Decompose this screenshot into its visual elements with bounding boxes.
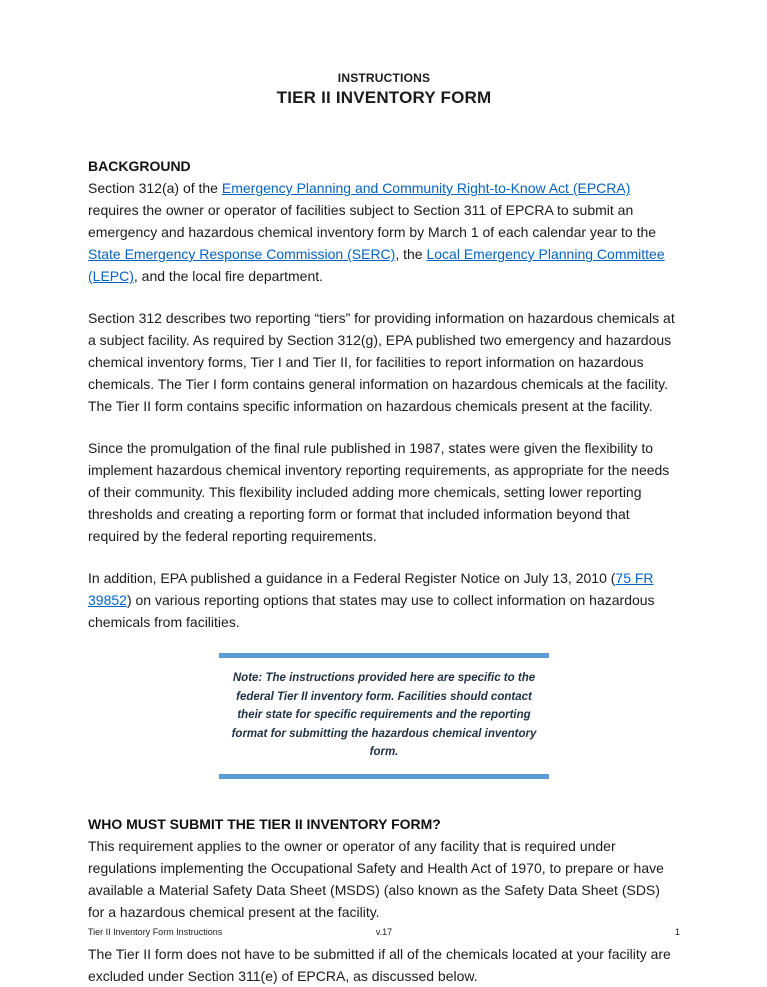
- text-run: requires the owner or operator of facilities subject to Section 311 of EPCRA to submit an emergency and hazardous chemical inventory form by March 1 of each calendar year to the: [88, 202, 657, 240]
- link-lepc[interactable]: Local Emergency Planning Committee (LEPC): [88, 246, 665, 284]
- who-must-submit-heading: WHO MUST SUBMIT THE TIER II INVENTORY FORM?: [88, 815, 441, 832]
- link-federal-register-75-fr-39852[interactable]: 75 FR 39852: [88, 570, 654, 608]
- who-paragraph-2: The Tier II form does not have to be submitted if all of the chemicals located at your facility are excluded under Section 311(e) of EPCRA, as discussed below.: [88, 945, 671, 984]
- background-paragraph-1: [88, 177, 680, 287]
- background-paragraph-3: Since the promulgation of the final rule published in 1987, states were given the flexibility to implement hazardous chemical inventory reporting requirements, as appropriate for the needs of their community. This flexibility included adding more chemicals, setting lower reporting thresholds and creating a reporting form or format that included information beyond that required by the federal reporting requirements.: [88, 440, 670, 544]
- background-paragraph-4: [88, 567, 680, 633]
- document-title-block: [88, 70, 680, 110]
- page-footer: [88, 927, 680, 938]
- note-box: [219, 653, 549, 779]
- note-text: Note: The instructions provided here are specific to the federal Tier II inventory form. Facilities should contact their state for specific requirements and the reporting format for submitting the hazardous chemical inventory form.: [231, 672, 537, 758]
- footer-version: v.17: [375, 927, 393, 937]
- footer-document-name: Tier II Inventory Form Instructions: [88, 927, 223, 937]
- background-paragraph-2: Section 312 describes two reporting “tiers” for providing information on hazardous chemicals at a subject facility. As required by Section 312(g), EPA published two emergency and hazardous chemical inventory forms, Tier I and Tier II, for facilities to report information on hazardous chemicals. The Tier I form contains general information on hazardous chemicals at the facility. The Tier II form contains specific information on hazardous chemicals present at the facility.: [88, 310, 675, 414]
- background-heading: BACKGROUND: [88, 158, 191, 174]
- text-run: In addition, EPA published a guidance in a Federal Register Notice on July 13, 2010 (: [88, 570, 616, 586]
- text-run: Section 312(a) of the: [88, 180, 222, 196]
- doc-title-instructions: INSTRUCTIONS: [337, 71, 431, 85]
- text-run: , and the local fire department.: [133, 268, 324, 284]
- text-run: , the: [395, 246, 427, 262]
- doc-title-tier2-form: TIER II INVENTORY FORM: [276, 88, 492, 107]
- who-paragraph-1: This requirement applies to the owner or operator of any facility that is required under regulations implementing the Occupational Safety and Health Act of 1970, to prepare or have available a Material Safety Data Sheet (MSDS) (also known as the Safety Data Sheet (SDS) for a hazardous chemical present at the facility.: [88, 837, 664, 920]
- link-serc[interactable]: State Emergency Response Commission (SERC): [88, 246, 396, 262]
- text-run: ) on various reporting options that states may use to collect information on hazardous chemicals from facilities.: [88, 592, 655, 630]
- footer-page-number: 1: [674, 927, 680, 937]
- link-epcra[interactable]: Emergency Planning and Community Right-to-Know Act (EPCRA): [221, 180, 631, 196]
